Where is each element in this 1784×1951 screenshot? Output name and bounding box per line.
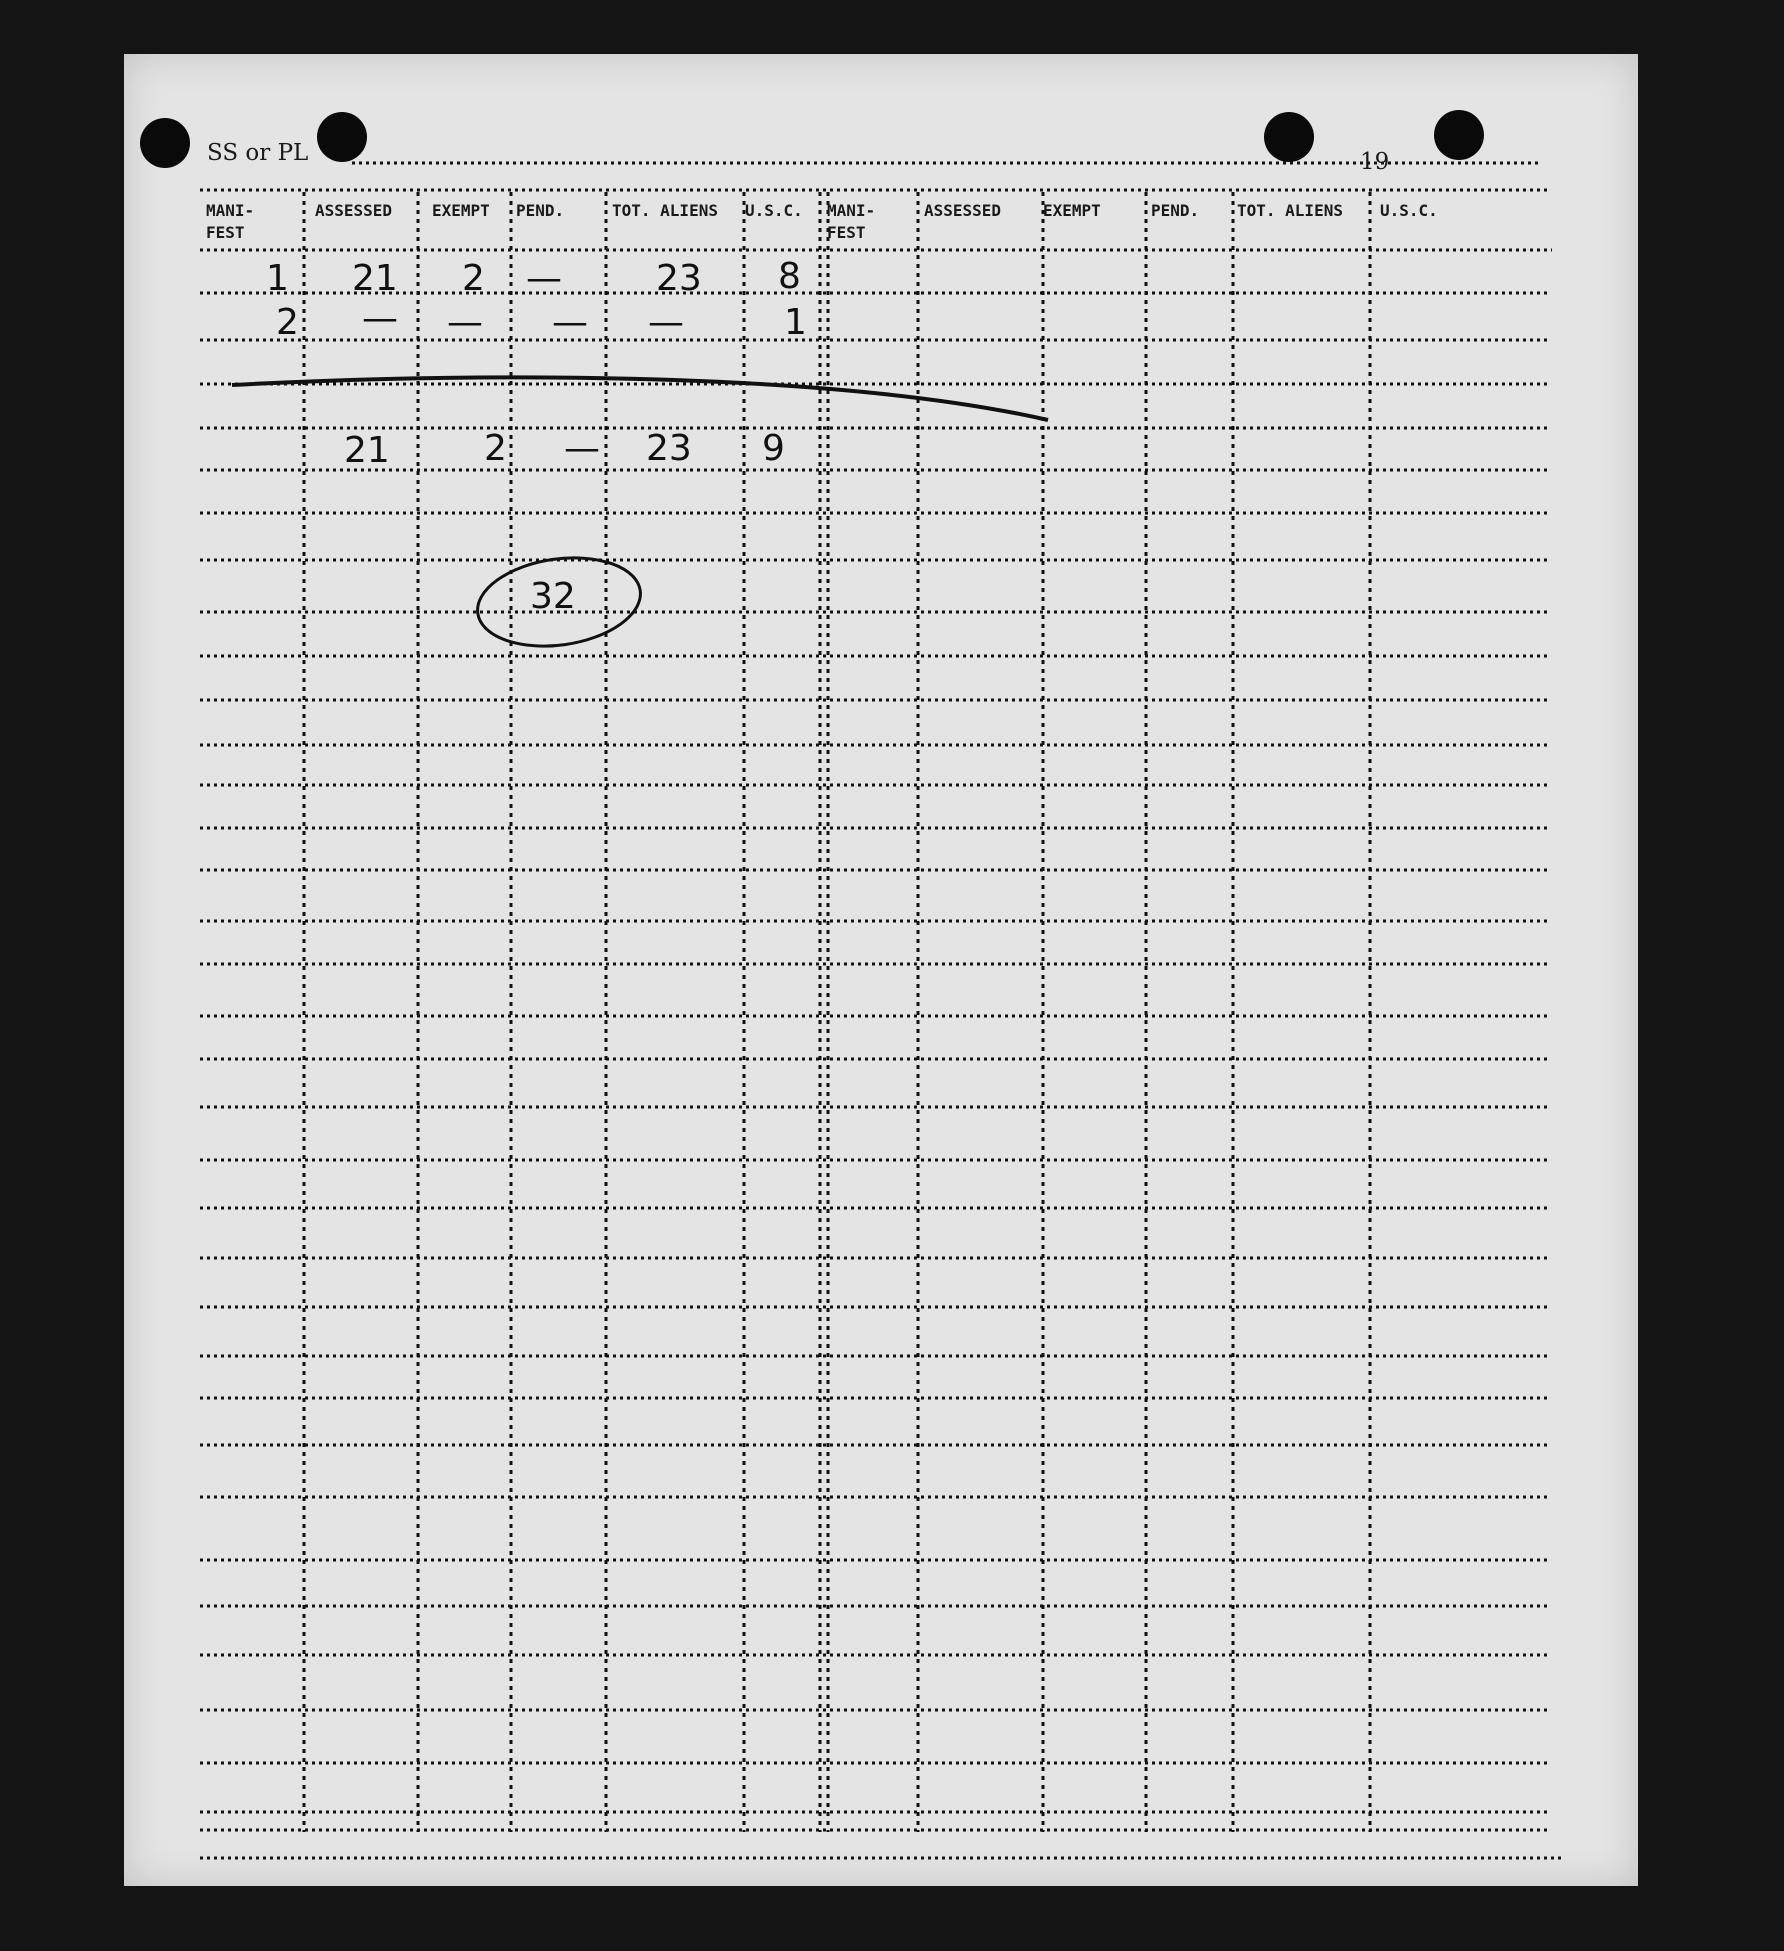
row1-exempt: 2: [462, 258, 485, 299]
total-usc: 9: [762, 428, 785, 469]
total-tot-aliens: 23: [646, 428, 692, 469]
header-tot-aliens-2: TOT. ALIENS: [1237, 201, 1343, 220]
header-exempt-2: EXEMPT: [1043, 201, 1101, 220]
year-prefix-label: 19: [1360, 149, 1390, 175]
row2-tot-aliens: —: [648, 302, 684, 343]
header-manifest-2: MANI- FEST: [827, 201, 876, 242]
row1-usc: 8: [778, 256, 801, 297]
row1-manifest: 1: [266, 258, 289, 299]
row2-manifest: 2: [276, 302, 299, 343]
total-exempt: 2: [484, 428, 507, 469]
total-pend: —: [564, 428, 600, 469]
header-usc: U.S.C.: [745, 201, 803, 220]
row2-usc: 1: [784, 302, 807, 343]
header-manifest: MANI- FEST: [206, 201, 255, 242]
row2-pend: —: [552, 302, 588, 343]
header-assessed: ASSESSED: [315, 201, 393, 220]
row1-tot-aliens: 23: [656, 258, 702, 299]
total-assessed: 21: [344, 430, 390, 471]
ship-prefix-label: SS or PL: [207, 140, 309, 166]
header-exempt: EXEMPT: [432, 201, 490, 220]
header-pend-2: PEND.: [1151, 201, 1200, 220]
header-assessed-2: ASSESSED: [924, 201, 1002, 220]
row1-pend: —: [526, 258, 562, 299]
row2-exempt: —: [447, 302, 483, 343]
header-pend: PEND.: [516, 201, 565, 220]
grand-total: 32: [530, 576, 576, 617]
header-tot-aliens: TOT. ALIENS: [612, 201, 718, 220]
header-usc-2: U.S.C.: [1380, 201, 1438, 220]
row1-assessed: 21: [352, 258, 398, 299]
row2-assessed: —: [362, 298, 398, 339]
